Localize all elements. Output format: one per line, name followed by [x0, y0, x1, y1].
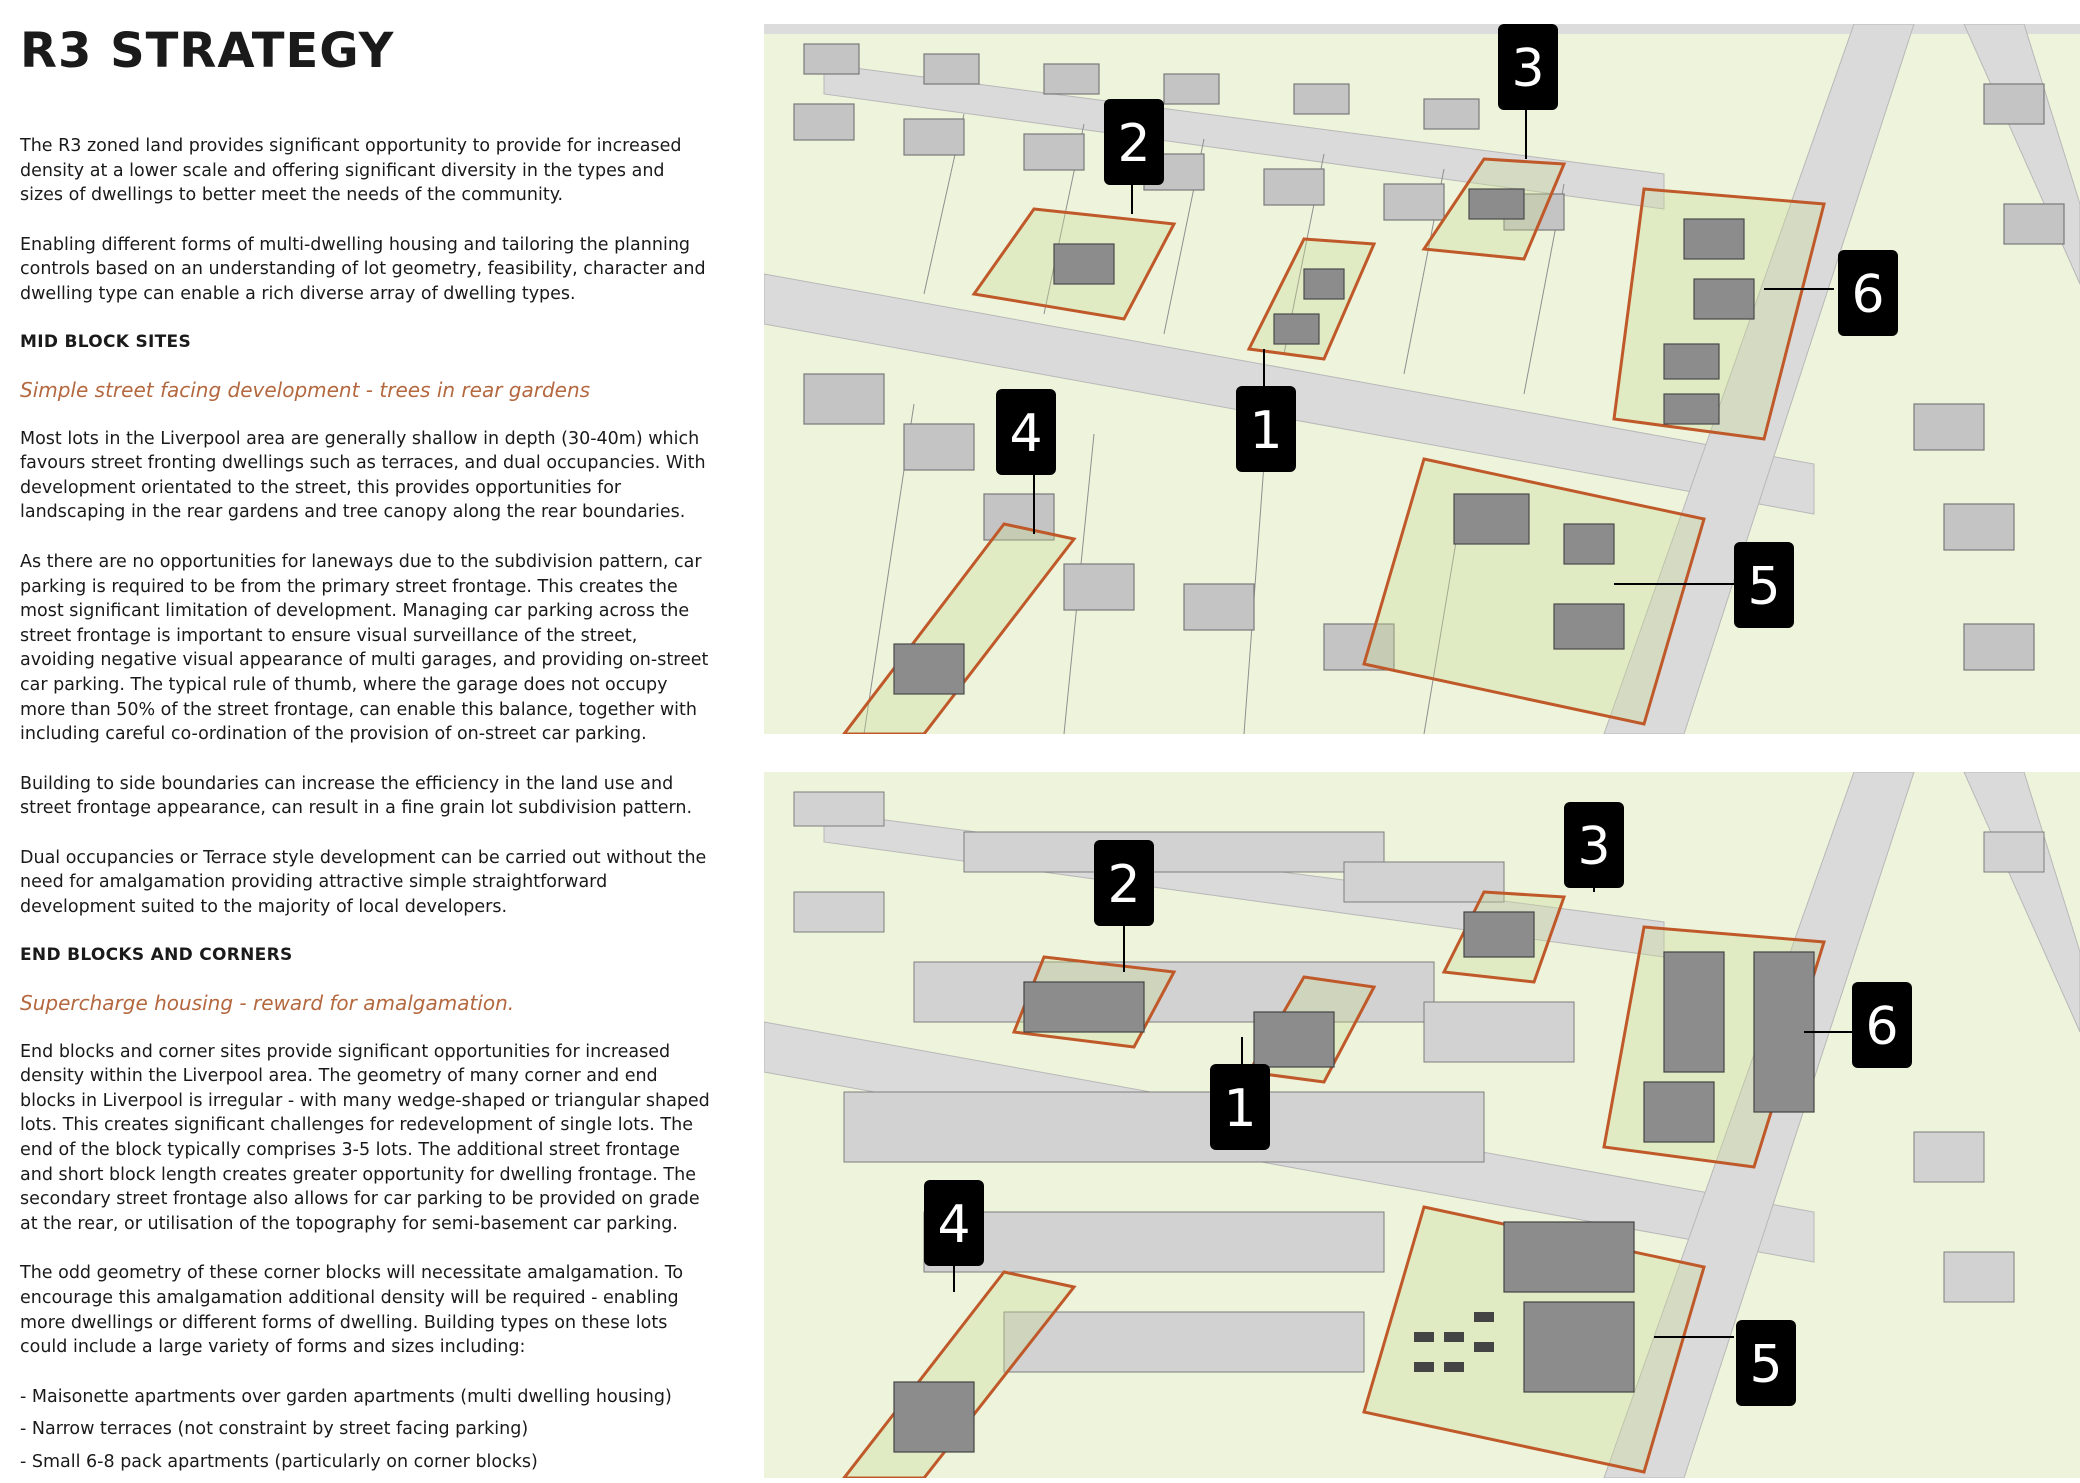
map-label-1: [1236, 386, 1296, 472]
map-label-4: [924, 1180, 984, 1266]
proposed-development-map-drawing: [764, 772, 2080, 1478]
svg-text:1: 1: [1249, 401, 1283, 461]
mid-block-paragraph-3: Building to side boundaries can increase the efficiency in the land use and street frontage appearance, can result in a fine grain lot subdivision pattern.: [20, 773, 693, 819]
svg-text:2: 2: [1107, 855, 1141, 915]
map-label-5: [1736, 1320, 1796, 1406]
text-column: [20, 20, 710, 1483]
svg-text:2: 2: [1117, 114, 1151, 174]
svg-text:4: 4: [937, 1195, 971, 1255]
map-label-1: [1210, 1064, 1270, 1150]
intro-paragraph-1: The R3 zoned land provides significant opportunity to provide for increased density at a lower scale and offering significant diversity in the types and sizes of dwellings to better meet the needs of the community.: [20, 136, 682, 206]
map-label-2: [1104, 99, 1164, 185]
svg-text:5: 5: [1749, 1335, 1783, 1395]
end-blocks-heading: END BLOCKS AND CORNERS: [20, 944, 293, 965]
mid-block-paragraph-2: As there are no opportunities for laneways due to the subdivision pattern, car parking is required to be from the primary street frontage. This creates the most significant limitation of development. Managing car parking across the street frontage is important to ensure visual surveillance of the street, avoiding negative visual appearance of multi garages, and providing on-street car parking. The typical rule of thumb, where the garage does not occupy more than 50% of the street frontage, can enable this balance, together with including careful co-ordination of the provision of on-street car parking.: [20, 551, 709, 745]
mid-block-subheading: Simple street facing development - trees in rear gardens: [20, 377, 591, 402]
intro-paragraph-2: Enabling different forms of multi-dwelling housing and tailoring the planning controls based on an understanding of lot geometry, feasibility, character and dwelling type can enable a rich diverse array of dwelling types.: [20, 234, 706, 304]
map-label-3: [1498, 24, 1558, 110]
existing-site-map: [764, 24, 2080, 734]
page-title: R3 STRATEGY: [20, 23, 395, 79]
map-label-6: [1838, 250, 1898, 336]
mid-block-heading: MID BLOCK SITES: [20, 331, 191, 352]
map-label-4: [996, 389, 1056, 475]
mid-block-paragraph-4: Dual occupancies or Terrace style development can be carried out without the need for amalgamation providing attractive simple straightforward development suited to the majority of local developers.: [20, 847, 707, 918]
list-item: - Narrow terraces (not constraint by street facing parking): [20, 1419, 529, 1440]
map-label-2: [1094, 840, 1154, 926]
svg-text:6: 6: [1865, 997, 1899, 1057]
end-blocks-paragraph-1: End blocks and corner sites provide significant opportunities for increased density within the Liverpool area. The geometry of many corner and end blocks in Liverpool is irregular - with many wedge-shaped or triangular shaped lots. This creates significant challenges for redevelopment of single lots. The end of the block typically comprises 3-5 lots. The additional street frontage and short block length creates greater opportunity for dwelling frontage. The secondary street frontage also allows for car parking to be provided on grade at the rear, or utilisation of the topography for semi-basement car parking.: [20, 1041, 710, 1234]
svg-text:1: 1: [1223, 1079, 1257, 1139]
list-item: - Small 6-8 pack apartments (particularly on corner blocks): [20, 1451, 538, 1472]
svg-text:3: 3: [1511, 39, 1545, 99]
list-item: - Maisonette apartments over garden apartments (multi dwelling housing): [20, 1386, 672, 1407]
existing-site-map-drawing: [764, 24, 2080, 734]
proposed-development-map: [764, 772, 2080, 1478]
map-label-5: [1734, 542, 1794, 628]
svg-text:3: 3: [1577, 817, 1611, 877]
end-blocks-paragraph-2: The odd geometry of these corner blocks will necessitate amalgamation. To encourage this amalgamation additional density will be required - enabling more dwellings or different forms of dwelling. Building types on these lots could include a large variety of forms and sizes including:: [20, 1263, 684, 1358]
map-label-3: [1564, 802, 1624, 888]
mid-block-paragraph-1: Most lots in the Liverpool area are generally shallow in depth (30-40m) which favours street fronting dwellings such as terraces, and dual occupancies. With development orientated to the street, this provides opportunities for landscaping in the rear gardens and tree canopy along the rear boundaries.: [20, 428, 706, 523]
svg-text:4: 4: [1009, 404, 1043, 464]
svg-text:6: 6: [1851, 265, 1885, 325]
end-blocks-subheading: Supercharge housing - reward for amalgamation.: [20, 990, 515, 1015]
building-types-list: [20, 1385, 710, 1475]
svg-text:5: 5: [1747, 557, 1781, 617]
map-label-6: [1852, 982, 1912, 1068]
